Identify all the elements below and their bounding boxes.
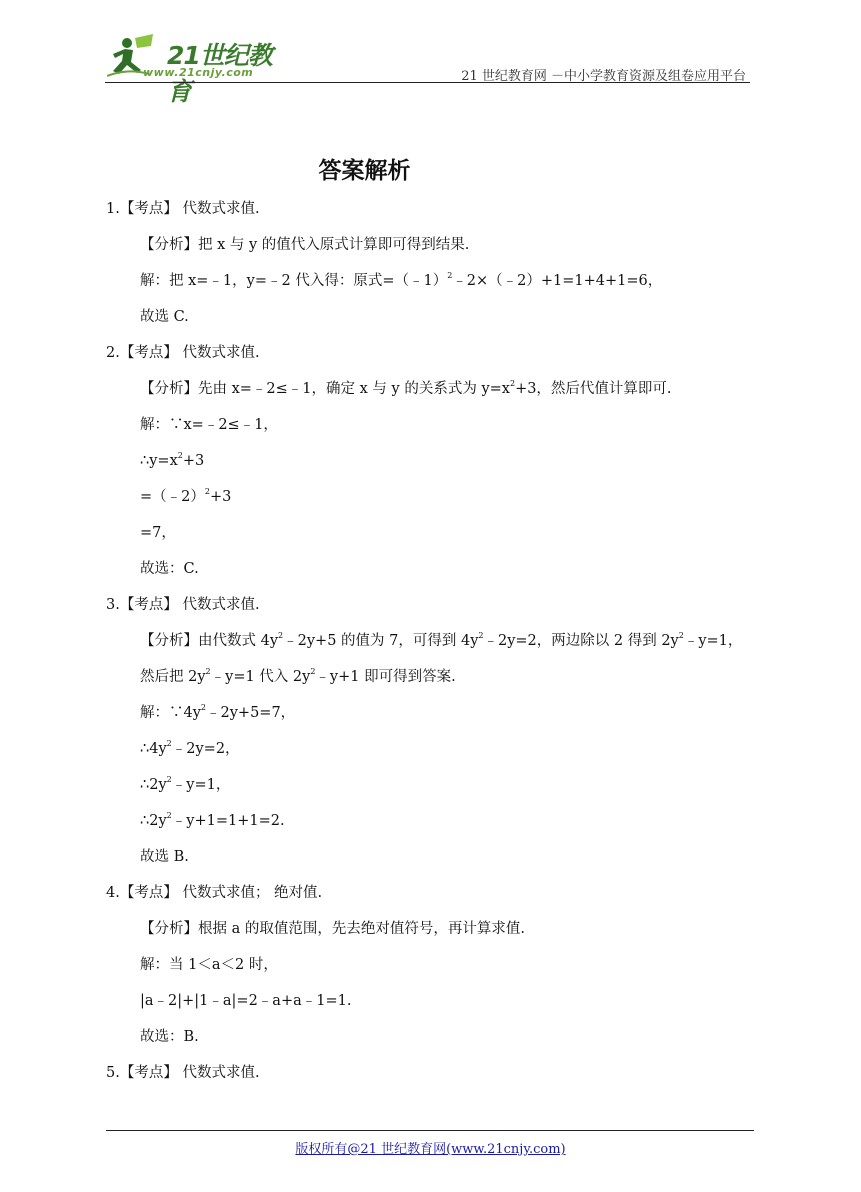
copyright-link[interactable]: 版权所有@21 世纪教育网(www.21cnjy.com) bbox=[295, 1142, 566, 1157]
page-header bbox=[105, 30, 750, 106]
q2-step: =（﹣2）$^2$+3 bbox=[140, 487, 232, 505]
logo-text: 21世纪教育 bbox=[167, 41, 272, 106]
q4-fenxi: 【分析】根据 a 的取值范围，先去绝对值符号，再计算求值. bbox=[140, 921, 525, 937]
q2-step: $\therefore y=x^2+3$ bbox=[140, 451, 205, 469]
q1-kaodian: 1.【考点】 代数式求值. bbox=[106, 201, 260, 217]
q3-step: $\therefore 2y^2﹣y=1$， bbox=[140, 775, 231, 793]
q3-solution: 解：$\because 4y^2﹣2y+5=7$， bbox=[140, 703, 296, 721]
q2-solution: 解：∵x=﹣2≤﹣1， bbox=[140, 417, 278, 433]
q4-kaodian: 4.【考点】 代数式求值； 绝对值. bbox=[106, 885, 323, 901]
q3-kaodian: 3.【考点】 代数式求值. bbox=[106, 597, 260, 613]
q5-kaodian: 5.【考点】 代数式求值. bbox=[106, 1065, 260, 1081]
q3-fenxi-cont: 然后把 $2y^2﹣y=1$ 代入 $2y^2﹣y+1$ 即可得到答案. bbox=[140, 667, 456, 685]
q2-fenxi: 【分析】先由 x=﹣2≤﹣1，确定 x 与 y 的关系式为 $y=x^2+3$，然后代值计算即可. bbox=[140, 379, 672, 397]
q1-fenxi: 【分析】把 x 与 y 的值代入原式计算即可得到结果. bbox=[140, 237, 470, 253]
header-divider bbox=[105, 82, 750, 83]
q1-answer: 故选 C. bbox=[140, 309, 189, 325]
site-logo[interactable] bbox=[105, 30, 280, 106]
q3-step: $\therefore 4y^2﹣2y=2$， bbox=[140, 739, 240, 757]
logo-url: www.21cnjy.com bbox=[143, 66, 254, 79]
page-title: 答案解析 bbox=[318, 158, 411, 184]
q3-step: $\therefore 2y^2﹣y+1=1+1=2$. bbox=[140, 811, 285, 829]
q2-step: =7， bbox=[140, 525, 176, 541]
q2-answer: 故选：C. bbox=[140, 561, 199, 577]
q1-solution: 解：把 x=﹣1，y=﹣2 代入得：原式=（﹣1）$^2$﹣2×（﹣2）+1=1+4+1=6， bbox=[140, 271, 663, 289]
footer-divider bbox=[106, 1130, 754, 1131]
q2-kaodian: 2.【考点】 代数式求值. bbox=[106, 345, 260, 361]
site-description: 21 世纪教育网 －中小学教育资源及组卷应用平台 bbox=[461, 69, 746, 84]
q4-solution: 解：当 1＜a＜2 时， bbox=[140, 957, 278, 973]
q3-answer: 故选 B. bbox=[140, 849, 189, 865]
q3-fenxi: 【分析】由代数式 $4y^2﹣2y+5$ 的值为 7，可得到 $4y^2﹣2y=2$，两边除以 2 得到 $2y^2﹣y=1$， bbox=[140, 631, 743, 649]
q4-answer: 故选：B. bbox=[140, 1029, 199, 1045]
q4-calc: |a﹣2|+|1﹣a|=2﹣a+a﹣1=1. bbox=[140, 993, 352, 1009]
